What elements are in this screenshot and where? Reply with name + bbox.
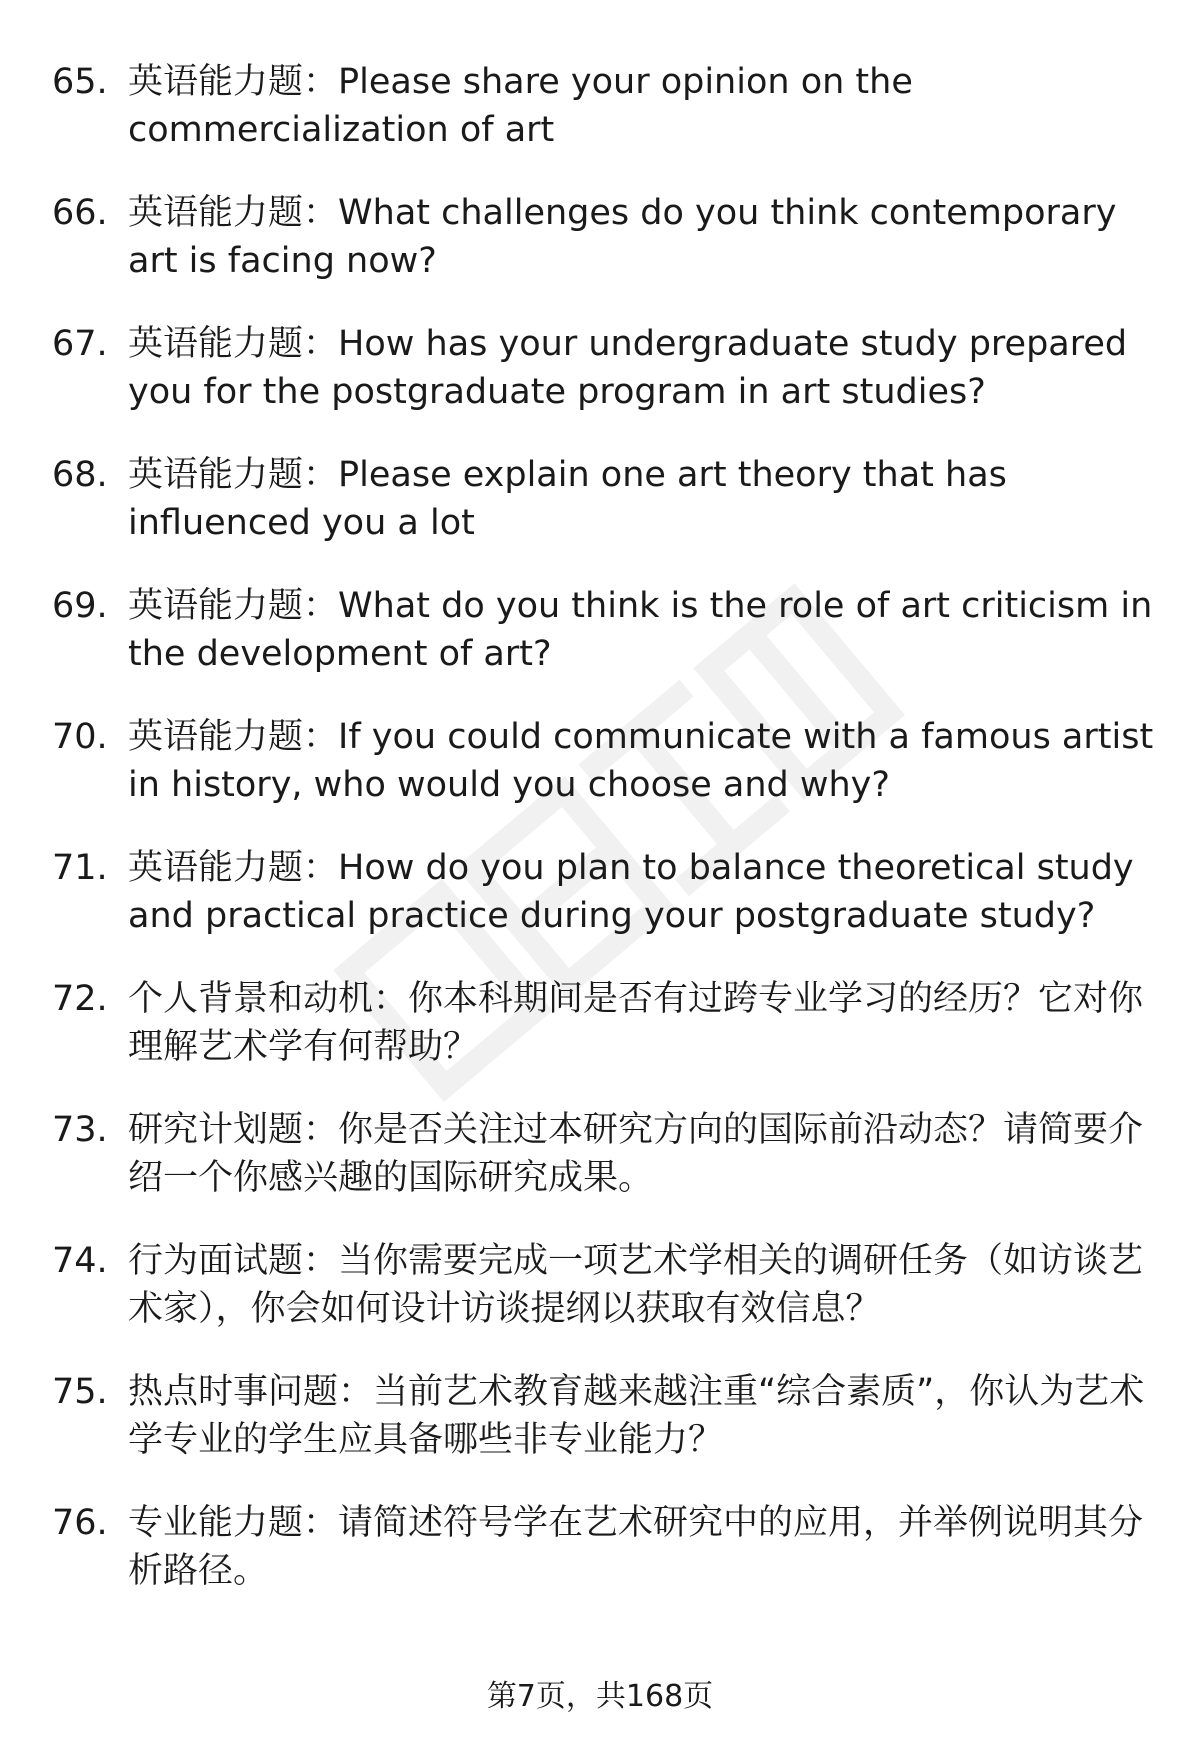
question-category: 研究计划题 [128, 1110, 304, 1150]
question-separator: ： [373, 979, 409, 1019]
question-category: 热点时事问题 [128, 1372, 339, 1412]
question-category: 英语能力题 [128, 193, 304, 233]
question-separator: ： [303, 586, 339, 626]
question-number: 71. [52, 848, 108, 888]
question-separator: ： [303, 848, 339, 888]
question-body [128, 1237, 1162, 1333]
question-category: 英语能力题 [128, 455, 304, 495]
question-item [52, 975, 1162, 1071]
question-body [128, 975, 1162, 1071]
question-text: If you could communicate with a famous artist in history, who would you choose and why? [128, 717, 1154, 805]
question-category: 英语能力题 [128, 62, 304, 102]
question-number: 65. [52, 62, 108, 102]
question-number: 72. [52, 979, 108, 1019]
question-body [128, 320, 1162, 416]
question-separator: ： [303, 324, 339, 364]
question-item [52, 451, 1162, 547]
question-body [128, 189, 1162, 285]
question-item [52, 189, 1162, 285]
question-category: 专业能力题 [128, 1503, 304, 1543]
question-category: 个人背景和动机 [128, 979, 374, 1019]
question-number: 66. [52, 193, 108, 233]
question-category: 英语能力题 [128, 324, 304, 364]
question-item [52, 58, 1162, 154]
question-separator: ： [303, 62, 339, 102]
question-number: 74. [52, 1241, 108, 1281]
question-list [52, 58, 1162, 1630]
question-number: 76. [52, 1503, 108, 1543]
question-text: How has your undergraduate study prepared you for the postgraduate program in art studies? [128, 324, 1128, 412]
question-separator: ： [303, 1503, 339, 1543]
question-body [128, 1499, 1162, 1595]
question-text: What do you think is the role of art criticism in the development of art? [128, 586, 1153, 674]
question-category: 英语能力题 [128, 848, 304, 888]
question-item [52, 1237, 1162, 1333]
question-text: 当前艺术教育越来越注重“综合素质”，你认为艺术学专业的学生应具备哪些非专业能力？ [128, 1372, 1145, 1460]
question-text: How do you plan to balance theoretical study and practical practice during your postgraduate study? [128, 848, 1134, 936]
question-category: 行为面试题 [128, 1241, 304, 1281]
question-separator: ： [303, 1241, 339, 1281]
question-number: 73. [52, 1110, 108, 1150]
question-item [52, 582, 1162, 678]
question-category: 英语能力题 [128, 586, 304, 626]
question-text: Please share your opinion on the commercialization of art [128, 62, 913, 150]
question-text: 你是否关注过本研究方向的国际前沿动态？请简要介绍一个你感兴趣的国际研究成果。 [128, 1110, 1144, 1198]
question-item [52, 713, 1162, 809]
question-number: 68. [52, 455, 108, 495]
question-number: 70. [52, 717, 108, 757]
question-body [128, 1368, 1162, 1464]
question-text: 当你需要完成一项艺术学相关的调研任务（如访谈艺术家），你会如何设计访谈提纲以获取有效信息？ [128, 1241, 1144, 1329]
question-separator: ： [303, 193, 339, 233]
question-item [52, 844, 1162, 940]
question-text: What challenges do you think contemporary art is facing now? [128, 193, 1117, 281]
question-text: 你本科期间是否有过跨专业学习的经历？它对你理解艺术学有何帮助？ [128, 979, 1144, 1067]
question-body [128, 844, 1162, 940]
question-body [128, 1106, 1162, 1202]
question-number: 69. [52, 586, 108, 626]
question-text: 请简述符号学在艺术研究中的应用，并举例说明其分析路径。 [128, 1503, 1144, 1591]
question-item [52, 320, 1162, 416]
question-body [128, 58, 1162, 154]
question-text: Please explain one art theory that has influenced you a lot [128, 455, 1007, 543]
question-separator: ： [303, 455, 339, 495]
question-category: 英语能力题 [128, 717, 304, 757]
question-item [52, 1368, 1162, 1464]
question-body [128, 451, 1162, 547]
question-body [128, 582, 1162, 678]
question-separator: ： [338, 1372, 374, 1412]
question-body [128, 713, 1162, 809]
page-footer [0, 1677, 1200, 1717]
question-number: 67. [52, 324, 108, 364]
page-number-label: 第7页，共168页 [486, 1679, 714, 1714]
question-separator: ： [303, 1110, 339, 1150]
question-separator: ： [303, 717, 339, 757]
question-item [52, 1499, 1162, 1595]
question-item [52, 1106, 1162, 1202]
question-number: 75. [52, 1372, 108, 1412]
